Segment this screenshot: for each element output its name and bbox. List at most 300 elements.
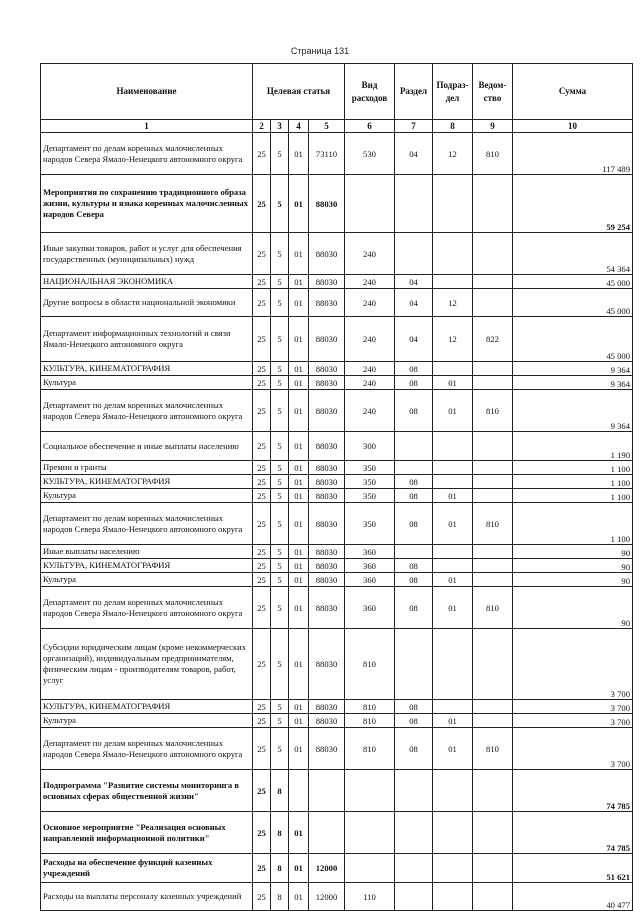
row-program-code: 25 bbox=[253, 133, 271, 175]
row-direction-code: 88030 bbox=[309, 573, 345, 587]
row-department: 822 bbox=[473, 317, 513, 362]
row-department: 810 bbox=[473, 587, 513, 629]
header-name: Наименование bbox=[41, 64, 253, 120]
row-expense-type: 350 bbox=[345, 489, 395, 503]
row-section: 04 bbox=[395, 133, 433, 175]
row-section: 04 bbox=[395, 289, 433, 317]
row-direction-code: 88030 bbox=[309, 432, 345, 461]
row-direction-code: 88030 bbox=[309, 714, 345, 728]
row-event-code: 01 bbox=[289, 854, 309, 883]
table-row bbox=[41, 233, 633, 275]
row-name: Расходы на выплаты персоналу казенных учреждений bbox=[41, 883, 253, 911]
row-name: Иные выплаты населению bbox=[41, 545, 253, 559]
row-department bbox=[473, 362, 513, 376]
row-direction-code: 88030 bbox=[309, 461, 345, 475]
row-direction-code: 88030 bbox=[309, 489, 345, 503]
row-department bbox=[473, 714, 513, 728]
row-department bbox=[473, 475, 513, 489]
row-program-code: 25 bbox=[253, 175, 271, 233]
row-subsection: 01 bbox=[433, 390, 473, 432]
row-amount: 3 700 bbox=[513, 728, 633, 770]
row-subsection: 12 bbox=[433, 133, 473, 175]
header-amount: Сумма bbox=[513, 64, 633, 120]
row-department: 810 bbox=[473, 133, 513, 175]
row-subsection: 01 bbox=[433, 587, 473, 629]
row-subprogram-code: 5 bbox=[271, 587, 289, 629]
row-subsection bbox=[433, 362, 473, 376]
row-subprogram-code: 5 bbox=[271, 289, 289, 317]
table-row bbox=[41, 275, 633, 289]
row-event-code: 01 bbox=[289, 317, 309, 362]
row-expense-type: 810 bbox=[345, 714, 395, 728]
row-program-code: 25 bbox=[253, 545, 271, 559]
row-expense-type bbox=[345, 175, 395, 233]
column-number: 1 bbox=[41, 120, 253, 133]
column-number: 5 bbox=[309, 120, 345, 133]
row-program-code: 25 bbox=[253, 390, 271, 432]
row-program-code: 25 bbox=[253, 317, 271, 362]
row-subprogram-code: 5 bbox=[271, 728, 289, 770]
row-subsection bbox=[433, 559, 473, 573]
budget-table bbox=[40, 63, 633, 911]
row-section bbox=[395, 854, 433, 883]
row-subsection: 01 bbox=[433, 503, 473, 545]
row-department bbox=[473, 770, 513, 812]
table-row bbox=[41, 629, 633, 700]
table-row bbox=[41, 559, 633, 573]
row-department bbox=[473, 461, 513, 475]
row-section: 08 bbox=[395, 700, 433, 714]
column-number: 9 bbox=[473, 120, 513, 133]
table-row bbox=[41, 475, 633, 489]
row-subprogram-code: 5 bbox=[271, 175, 289, 233]
row-direction-code: 88030 bbox=[309, 317, 345, 362]
row-subprogram-code: 5 bbox=[271, 362, 289, 376]
row-amount: 1 100 bbox=[513, 489, 633, 503]
row-subsection: 01 bbox=[433, 489, 473, 503]
row-direction-code: 88030 bbox=[309, 728, 345, 770]
table-body bbox=[41, 133, 633, 911]
row-subsection: 12 bbox=[433, 317, 473, 362]
row-department: 810 bbox=[473, 390, 513, 432]
row-subsection: 01 bbox=[433, 728, 473, 770]
row-name: Основное мероприятие "Реализация основных направлений информационной политики" bbox=[41, 812, 253, 854]
row-program-code: 25 bbox=[253, 700, 271, 714]
row-event-code: 01 bbox=[289, 812, 309, 854]
table-row bbox=[41, 545, 633, 559]
row-event-code: 01 bbox=[289, 883, 309, 911]
row-subsection bbox=[433, 812, 473, 854]
row-event-code: 01 bbox=[289, 559, 309, 573]
row-subsection bbox=[433, 545, 473, 559]
row-subprogram-code: 5 bbox=[271, 700, 289, 714]
row-department bbox=[473, 883, 513, 911]
row-amount: 1 100 bbox=[513, 475, 633, 489]
row-program-code: 25 bbox=[253, 812, 271, 854]
row-program-code: 25 bbox=[253, 629, 271, 700]
table-header bbox=[41, 64, 633, 120]
row-event-code: 01 bbox=[289, 233, 309, 275]
row-name: Иные закупки товаров, работ и услуг для обеспечения государственных (муниципальных) нужд bbox=[41, 233, 253, 275]
row-subsection bbox=[433, 700, 473, 714]
row-name: Мероприятия по сохранению традиционного образа жизни, культуры и языка коренных малочисленных народов Севера bbox=[41, 175, 253, 233]
row-name: КУЛЬТУРА, КИНЕМАТОГРАФИЯ bbox=[41, 559, 253, 573]
row-name: Премии и гранты bbox=[41, 461, 253, 475]
row-name: Департамент по делам коренных малочисленных народов Севера Ямало-Ненецкого автономного округа bbox=[41, 133, 253, 175]
column-number: 2 bbox=[253, 120, 271, 133]
row-section: 04 bbox=[395, 275, 433, 289]
row-subsection bbox=[433, 883, 473, 911]
row-section: 08 bbox=[395, 728, 433, 770]
row-event-code: 01 bbox=[289, 503, 309, 545]
row-program-code: 25 bbox=[253, 714, 271, 728]
table-row bbox=[41, 489, 633, 503]
row-amount: 9 364 bbox=[513, 376, 633, 390]
row-direction-code: 88030 bbox=[309, 545, 345, 559]
row-section bbox=[395, 770, 433, 812]
row-amount: 3 700 bbox=[513, 629, 633, 700]
table-row bbox=[41, 714, 633, 728]
row-subprogram-code: 5 bbox=[271, 489, 289, 503]
row-amount: 40 477 bbox=[513, 883, 633, 911]
row-amount: 45 000 bbox=[513, 289, 633, 317]
row-subprogram-code: 5 bbox=[271, 573, 289, 587]
row-amount: 117 489 bbox=[513, 133, 633, 175]
row-amount: 1 190 bbox=[513, 432, 633, 461]
row-section: 08 bbox=[395, 390, 433, 432]
row-event-code: 01 bbox=[289, 432, 309, 461]
row-subprogram-code: 5 bbox=[271, 461, 289, 475]
row-direction-code: 88030 bbox=[309, 376, 345, 390]
row-name: Подпрограмма "Развитие системы мониторинга в основных сферах общественной жизни" bbox=[41, 770, 253, 812]
row-event-code: 01 bbox=[289, 587, 309, 629]
row-event-code: 01 bbox=[289, 461, 309, 475]
row-program-code: 25 bbox=[253, 854, 271, 883]
table-row bbox=[41, 883, 633, 911]
row-direction-code: 88030 bbox=[309, 233, 345, 275]
row-section bbox=[395, 461, 433, 475]
row-amount: 90 bbox=[513, 587, 633, 629]
row-department bbox=[473, 573, 513, 587]
row-event-code: 01 bbox=[289, 175, 309, 233]
row-amount: 74 785 bbox=[513, 770, 633, 812]
row-name: Департамент по делам коренных малочисленных народов Севера Ямало-Ненецкого автономного округа bbox=[41, 503, 253, 545]
header-expense-type: Вид расходов bbox=[345, 64, 395, 120]
row-department bbox=[473, 233, 513, 275]
row-amount: 1 100 bbox=[513, 503, 633, 545]
table-row bbox=[41, 728, 633, 770]
row-subprogram-code: 5 bbox=[271, 475, 289, 489]
table-row bbox=[41, 362, 633, 376]
row-department bbox=[473, 854, 513, 883]
row-department bbox=[473, 559, 513, 573]
row-event-code: 01 bbox=[289, 376, 309, 390]
row-department: 810 bbox=[473, 503, 513, 545]
row-direction-code: 73110 bbox=[309, 133, 345, 175]
row-name: КУЛЬТУРА, КИНЕМАТОГРАФИЯ bbox=[41, 362, 253, 376]
row-amount: 51 621 bbox=[513, 854, 633, 883]
row-subsection bbox=[433, 461, 473, 475]
row-name: НАЦИОНАЛЬНАЯ ЭКОНОМИКА bbox=[41, 275, 253, 289]
row-section bbox=[395, 432, 433, 461]
row-section: 08 bbox=[395, 489, 433, 503]
row-department bbox=[473, 545, 513, 559]
column-number: 6 bbox=[345, 120, 395, 133]
row-expense-type: 530 bbox=[345, 133, 395, 175]
row-direction-code: 88030 bbox=[309, 390, 345, 432]
row-subprogram-code: 5 bbox=[271, 559, 289, 573]
row-expense-type bbox=[345, 854, 395, 883]
row-program-code: 25 bbox=[253, 559, 271, 573]
row-event-code: 01 bbox=[289, 390, 309, 432]
row-name: Департамент информационных технологий и связи Ямало-Ненецкого автономного округа bbox=[41, 317, 253, 362]
row-subsection: 01 bbox=[433, 714, 473, 728]
column-number: 8 bbox=[433, 120, 473, 133]
table-row bbox=[41, 587, 633, 629]
row-amount: 90 bbox=[513, 559, 633, 573]
row-amount: 9 364 bbox=[513, 390, 633, 432]
row-expense-type: 240 bbox=[345, 289, 395, 317]
row-department: 810 bbox=[473, 728, 513, 770]
row-name: Субсидии юридическим лицам (кроме некоммерческих организаций), индивидуальным предпринимателям, физическим лицам - производителям товаров, работ, услуг bbox=[41, 629, 253, 700]
row-expense-type: 350 bbox=[345, 475, 395, 489]
row-direction-code: 88030 bbox=[309, 362, 345, 376]
table-row bbox=[41, 133, 633, 175]
row-expense-type: 350 bbox=[345, 461, 395, 475]
row-name: Департамент по делам коренных малочисленных народов Севера Ямало-Ненецкого автономного округа bbox=[41, 728, 253, 770]
table-row bbox=[41, 503, 633, 545]
row-direction-code bbox=[309, 812, 345, 854]
row-subsection bbox=[433, 233, 473, 275]
table-row bbox=[41, 432, 633, 461]
row-direction-code: 88030 bbox=[309, 503, 345, 545]
row-event-code: 01 bbox=[289, 289, 309, 317]
row-department bbox=[473, 432, 513, 461]
row-amount: 3 700 bbox=[513, 700, 633, 714]
row-subprogram-code: 8 bbox=[271, 854, 289, 883]
table-row bbox=[41, 317, 633, 362]
row-subsection bbox=[433, 629, 473, 700]
row-event-code: 01 bbox=[289, 714, 309, 728]
table-row bbox=[41, 812, 633, 854]
row-subsection: 01 bbox=[433, 573, 473, 587]
row-section: 08 bbox=[395, 376, 433, 390]
row-section bbox=[395, 629, 433, 700]
table-row bbox=[41, 376, 633, 390]
row-program-code: 25 bbox=[253, 883, 271, 911]
row-department bbox=[473, 489, 513, 503]
header-section: Раздел bbox=[395, 64, 433, 120]
column-number: 3 bbox=[271, 120, 289, 133]
row-expense-type: 360 bbox=[345, 573, 395, 587]
row-amount: 59 254 bbox=[513, 175, 633, 233]
row-amount: 90 bbox=[513, 545, 633, 559]
row-section bbox=[395, 883, 433, 911]
row-section: 08 bbox=[395, 475, 433, 489]
row-subprogram-code: 5 bbox=[271, 275, 289, 289]
row-program-code: 25 bbox=[253, 573, 271, 587]
row-subsection bbox=[433, 770, 473, 812]
row-program-code: 25 bbox=[253, 770, 271, 812]
row-subprogram-code: 5 bbox=[271, 376, 289, 390]
row-department bbox=[473, 275, 513, 289]
row-subprogram-code: 5 bbox=[271, 390, 289, 432]
row-event-code: 01 bbox=[289, 545, 309, 559]
row-expense-type: 240 bbox=[345, 390, 395, 432]
page-number: Страница 131 bbox=[290, 46, 350, 56]
header-target-article: Целевая статья bbox=[253, 64, 345, 120]
row-expense-type: 300 bbox=[345, 432, 395, 461]
table-row bbox=[41, 289, 633, 317]
row-program-code: 25 bbox=[253, 432, 271, 461]
row-section: 04 bbox=[395, 317, 433, 362]
row-expense-type: 810 bbox=[345, 728, 395, 770]
row-expense-type: 240 bbox=[345, 376, 395, 390]
row-expense-type: 360 bbox=[345, 559, 395, 573]
row-expense-type: 350 bbox=[345, 503, 395, 545]
column-number: 7 bbox=[395, 120, 433, 133]
row-subprogram-code: 5 bbox=[271, 233, 289, 275]
row-amount: 90 bbox=[513, 573, 633, 587]
row-program-code: 25 bbox=[253, 587, 271, 629]
row-event-code: 01 bbox=[289, 700, 309, 714]
row-department bbox=[473, 629, 513, 700]
row-subprogram-code: 5 bbox=[271, 714, 289, 728]
row-department bbox=[473, 175, 513, 233]
row-subsection bbox=[433, 854, 473, 883]
row-department bbox=[473, 812, 513, 854]
row-event-code: 01 bbox=[289, 275, 309, 289]
row-section: 08 bbox=[395, 573, 433, 587]
row-subprogram-code: 5 bbox=[271, 503, 289, 545]
row-section bbox=[395, 233, 433, 275]
row-direction-code: 88030 bbox=[309, 289, 345, 317]
row-subsection: 01 bbox=[433, 376, 473, 390]
row-expense-type: 240 bbox=[345, 317, 395, 362]
row-direction-code: 88030 bbox=[309, 629, 345, 700]
column-number: 4 bbox=[289, 120, 309, 133]
table-row bbox=[41, 573, 633, 587]
row-program-code: 25 bbox=[253, 503, 271, 545]
row-program-code: 25 bbox=[253, 289, 271, 317]
column-numbers-row bbox=[41, 120, 633, 133]
row-section bbox=[395, 175, 433, 233]
row-expense-type: 810 bbox=[345, 629, 395, 700]
row-name: Расходы на обеспечение функций казенных учреждений bbox=[41, 854, 253, 883]
row-event-code bbox=[289, 770, 309, 812]
row-program-code: 25 bbox=[253, 489, 271, 503]
table-row bbox=[41, 175, 633, 233]
row-expense-type: 240 bbox=[345, 233, 395, 275]
row-subprogram-code: 5 bbox=[271, 317, 289, 362]
row-subprogram-code: 8 bbox=[271, 812, 289, 854]
row-direction-code: 88030 bbox=[309, 700, 345, 714]
row-subprogram-code: 5 bbox=[271, 629, 289, 700]
row-amount: 9 364 bbox=[513, 362, 633, 376]
row-subprogram-code: 5 bbox=[271, 432, 289, 461]
row-name: КУЛЬТУРА, КИНЕМАТОГРАФИЯ bbox=[41, 475, 253, 489]
row-subsection bbox=[433, 275, 473, 289]
table-row bbox=[41, 700, 633, 714]
row-program-code: 25 bbox=[253, 362, 271, 376]
row-subprogram-code: 8 bbox=[271, 883, 289, 911]
row-expense-type: 360 bbox=[345, 587, 395, 629]
row-program-code: 25 bbox=[253, 275, 271, 289]
row-name: Культура bbox=[41, 376, 253, 390]
row-subsection bbox=[433, 475, 473, 489]
table-row bbox=[41, 390, 633, 432]
row-expense-type: 240 bbox=[345, 362, 395, 376]
row-direction-code: 88030 bbox=[309, 587, 345, 629]
row-section bbox=[395, 545, 433, 559]
table-row bbox=[41, 854, 633, 883]
row-name: Социальное обеспечение и иные выплаты населению bbox=[41, 432, 253, 461]
row-direction-code bbox=[309, 770, 345, 812]
row-program-code: 25 bbox=[253, 728, 271, 770]
row-name: Культура bbox=[41, 573, 253, 587]
row-event-code: 01 bbox=[289, 133, 309, 175]
row-subprogram-code: 5 bbox=[271, 545, 289, 559]
row-amount: 54 364 bbox=[513, 233, 633, 275]
row-section: 08 bbox=[395, 714, 433, 728]
row-section: 08 bbox=[395, 362, 433, 376]
row-event-code: 01 bbox=[289, 362, 309, 376]
row-program-code: 25 bbox=[253, 475, 271, 489]
row-name: Департамент по делам коренных малочисленных народов Севера Ямало-Ненецкого автономного округа bbox=[41, 390, 253, 432]
row-name: Департамент по делам коренных малочисленных народов Севера Ямало-Ненецкого автономного округа bbox=[41, 587, 253, 629]
row-name: Другие вопросы в области национальной экономики bbox=[41, 289, 253, 317]
row-program-code: 25 bbox=[253, 461, 271, 475]
row-name: Культура bbox=[41, 714, 253, 728]
table-row bbox=[41, 461, 633, 475]
row-direction-code: 88030 bbox=[309, 559, 345, 573]
row-department bbox=[473, 700, 513, 714]
row-subprogram-code: 8 bbox=[271, 770, 289, 812]
row-expense-type bbox=[345, 812, 395, 854]
row-expense-type: 110 bbox=[345, 883, 395, 911]
row-section: 08 bbox=[395, 503, 433, 545]
row-expense-type: 240 bbox=[345, 275, 395, 289]
row-direction-code: 88030 bbox=[309, 275, 345, 289]
row-subsection bbox=[433, 175, 473, 233]
row-event-code: 01 bbox=[289, 475, 309, 489]
row-amount: 45 000 bbox=[513, 275, 633, 289]
row-subsection: 12 bbox=[433, 289, 473, 317]
row-amount: 1 100 bbox=[513, 461, 633, 475]
row-section: 08 bbox=[395, 587, 433, 629]
row-event-code: 01 bbox=[289, 573, 309, 587]
row-direction-code: 88030 bbox=[309, 175, 345, 233]
row-expense-type: 360 bbox=[345, 545, 395, 559]
header-subsection: Подраз-дел bbox=[433, 64, 473, 120]
row-subsection bbox=[433, 432, 473, 461]
row-direction-code: 12000 bbox=[309, 854, 345, 883]
row-amount: 74 785 bbox=[513, 812, 633, 854]
row-event-code: 01 bbox=[289, 728, 309, 770]
row-department bbox=[473, 376, 513, 390]
row-program-code: 25 bbox=[253, 233, 271, 275]
row-amount: 45 000 bbox=[513, 317, 633, 362]
column-number: 10 bbox=[513, 120, 633, 133]
row-expense-type bbox=[345, 770, 395, 812]
row-section: 08 bbox=[395, 559, 433, 573]
table-row bbox=[41, 770, 633, 812]
row-direction-code: 12000 bbox=[309, 883, 345, 911]
row-subprogram-code: 5 bbox=[271, 133, 289, 175]
row-section bbox=[395, 812, 433, 854]
row-direction-code: 88030 bbox=[309, 475, 345, 489]
row-event-code: 01 bbox=[289, 629, 309, 700]
